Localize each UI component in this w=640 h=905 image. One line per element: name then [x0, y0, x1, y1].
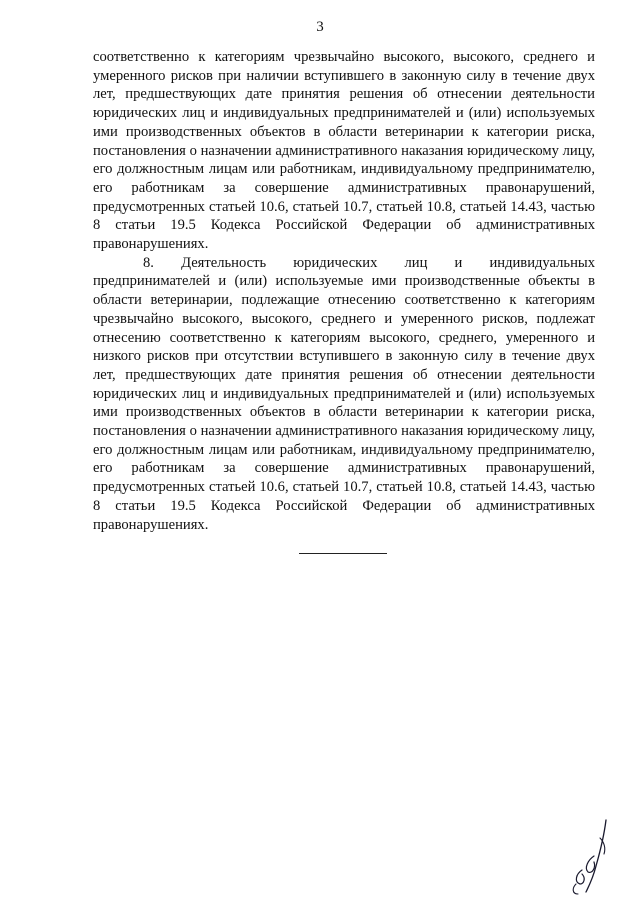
- signature-icon: [560, 818, 620, 898]
- document-body: [93, 48, 595, 534]
- paragraph-item-8: 8. Деятельность юридических лиц и индивидуальных предпринимателей и (или) используемые ими производственные объекты в области ветеринарии, подлежащие отнесению соответственно к категориям чрезвычайно высокого, высокого, среднего и умеренного рисков, подлежат отнесению соответственно к категориям высокого, среднего, умеренного и низкого рисков при отсутствии вступившего в законную силу в течение двух лет, предшествующих дате принятия решения об отнесении деятельности юридических лиц и индивидуальных предпринимателей и (или) используемых ими производственных объектов в области ветеринарии к категории риска, постановления о назначении административного наказания юридическому лицу, его должностным лицам или работникам, индивидуальному предпринимателю, его работникам за совершение административных правонарушений, предусмотренных статьей 10.6, статьей 10.7, статьей 10.8, статьей 14.43, частью 8 статьи 19.5 Кодекса Российской Федерации об административных правонарушениях.: [93, 254, 595, 533]
- paragraph-continuation: соответственно к категориям чрезвычайно высокого, высокого, среднего и умеренного рисков при наличии вступившего в законную силу в течение двух лет, предшествующих дате принятия решения об отнесении деятельности юридических лиц и индивидуальных предпринимателей и (или) используемых ими производственных объектов в области ветеринарии к категории риска, постановления о назначении административного наказания юридическому лицу, его должностным лицам или работникам, индивидуальному предпринимателю, его работникам за совершение административных правонарушений, предусмотренных статьей 10.6, статьей 10.7, статьей 10.8, статьей 14.43, частью 8 статьи 19.5 Кодекса Российской Федерации об административных правонарушениях.: [93, 49, 595, 253]
- end-separator-line: [299, 553, 387, 554]
- page-number: 3: [316, 19, 324, 35]
